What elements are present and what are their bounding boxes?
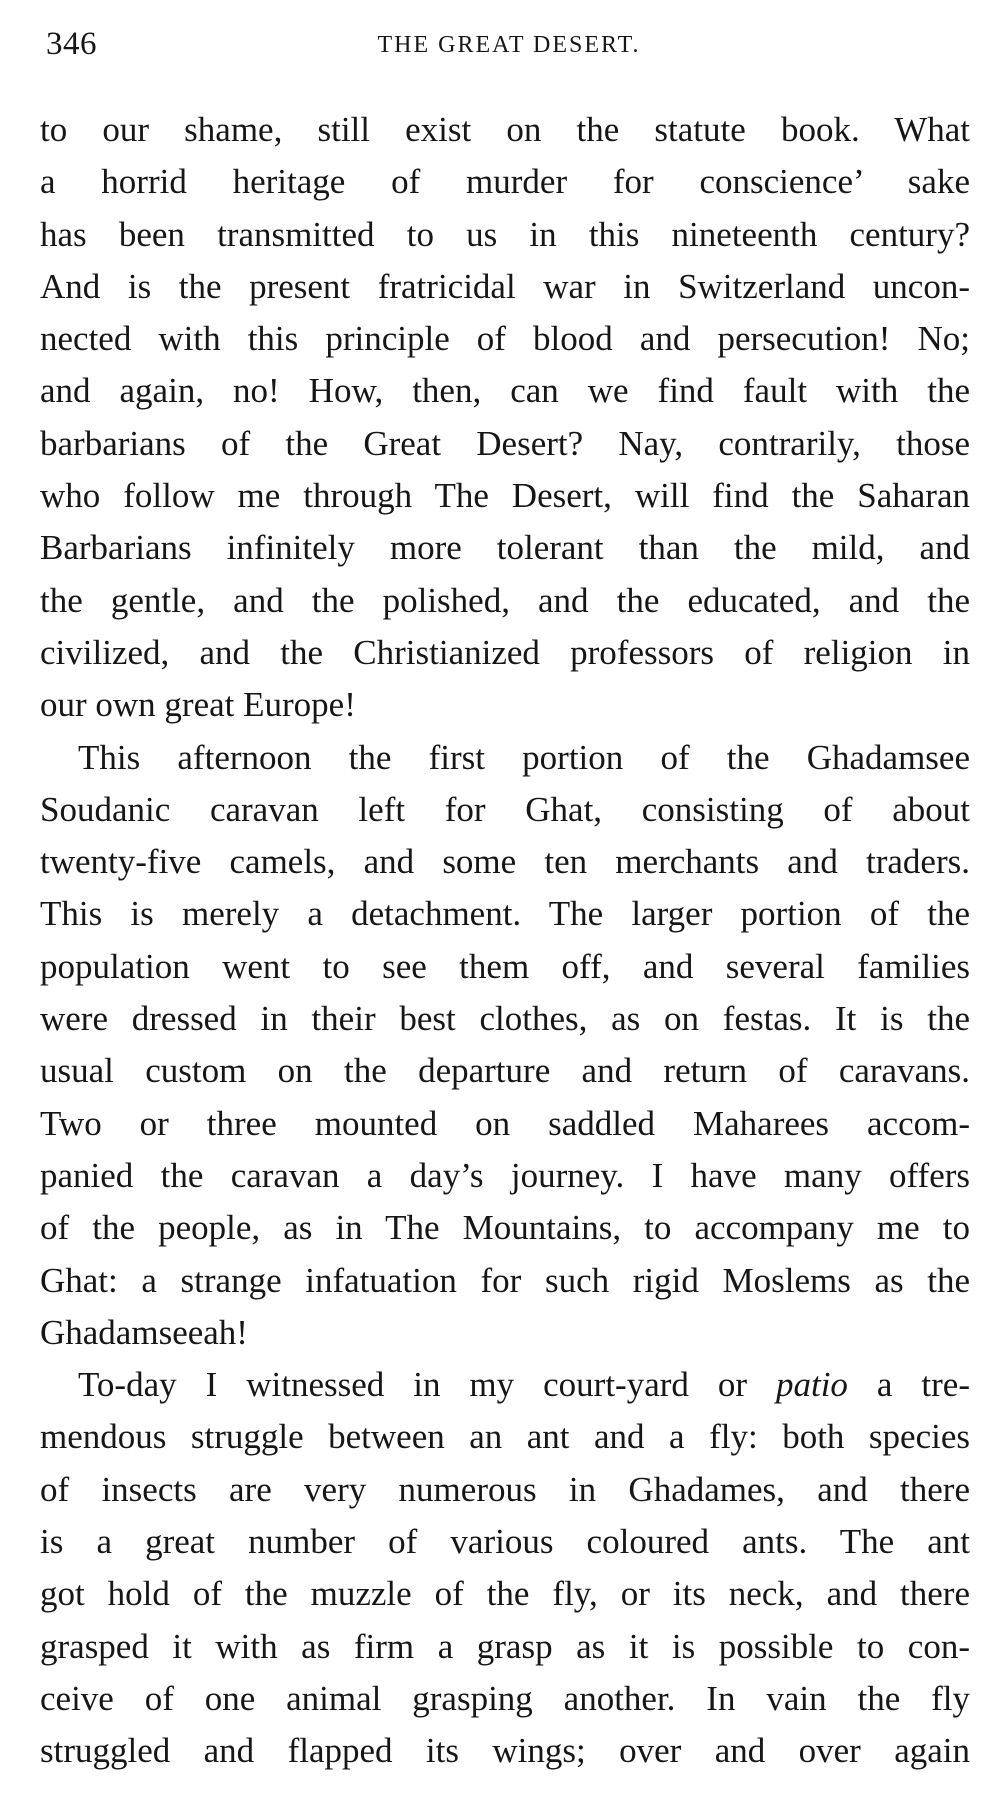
text-span: To-day I witnessed in my court-yard or — [78, 1365, 776, 1405]
text-line: to our shame, still exist on the statute book. What — [40, 110, 970, 149]
running-title: THE GREAT DESERT. — [377, 32, 641, 58]
text-line: is a great number of various coloured ants. The ant — [40, 1522, 970, 1562]
running-head — [46, 24, 972, 64]
text-line: got hold of the muzzle of the fly, or its neck, and there — [40, 1574, 970, 1614]
text-span: a tre- — [847, 1365, 970, 1405]
text-line: This is merely a detachment. The larger portion of the — [40, 894, 970, 934]
body-text — [40, 104, 970, 1778]
text-line: of the people, as in The Mountains, to accompany me to — [40, 1208, 970, 1248]
text-line: Two or three mounted on saddled Maharees accom- — [40, 1103, 970, 1143]
text-line: who follow me through The Desert, will find the Saharan — [40, 476, 970, 516]
text-line: mendous struggle between an ant and a fly: both species — [40, 1417, 970, 1457]
italic-word: patio — [775, 1365, 848, 1405]
text-line: barbarians of the Great Desert? Nay, contrarily, those — [40, 423, 970, 463]
text-line: civilized, and the Christianized professors of religion in — [40, 632, 970, 672]
text-line: has been transmitted to us in this nineteenth century? — [40, 214, 970, 254]
text-line: were dressed in their best clothes, as on festas. It is the — [40, 999, 970, 1039]
paragraph-2 — [40, 732, 970, 1360]
text-line: twenty-five camels, and some ten merchants and traders. — [40, 842, 970, 882]
text-line: struggled and flapped its wings; over and over again — [40, 1731, 970, 1771]
text-line: usual custom on the departure and return of caravans. — [40, 1051, 970, 1091]
text-line: ceive of one animal grasping another. In vain the fly — [40, 1678, 970, 1718]
text-line: panied the caravan a day’s journey. I have many offers — [40, 1155, 970, 1195]
text-line: grasped it with as firm a grasp as it is possible to con- — [40, 1626, 970, 1666]
text-line — [40, 1359, 970, 1411]
text-line: nected with this principle of blood and persecution! No; — [40, 319, 970, 359]
text-line: the gentle, and the polished, and the educated, and the — [40, 580, 970, 620]
text-line: a horrid heritage of murder for conscience’ sake — [40, 162, 970, 202]
text-line: of insects are very numerous in Ghadames, and there — [40, 1469, 970, 1509]
text-line: our own great Europe! — [40, 685, 356, 725]
text-line: Barbarians infinitely more tolerant than the mild, and — [40, 528, 970, 568]
text-line: Ghat: a strange infatuation for such rigid Moslems as the — [40, 1260, 970, 1300]
text-line: Soudanic caravan left for Ghat, consisting of about — [40, 789, 970, 829]
text-line: This afternoon the first portion of the Ghadamsee — [78, 737, 970, 777]
paragraph-1 — [40, 104, 970, 732]
text-line: And is the present fratricidal war in Switzerland uncon- — [40, 266, 970, 306]
page-number: 346 — [46, 26, 97, 62]
paragraph-3 — [40, 1359, 970, 1777]
text-line: Ghadamseeah! — [40, 1312, 248, 1352]
text-line: population went to see them off, and several families — [40, 946, 970, 986]
text-line: and again, no! How, then, can we find fault with the — [40, 371, 970, 411]
